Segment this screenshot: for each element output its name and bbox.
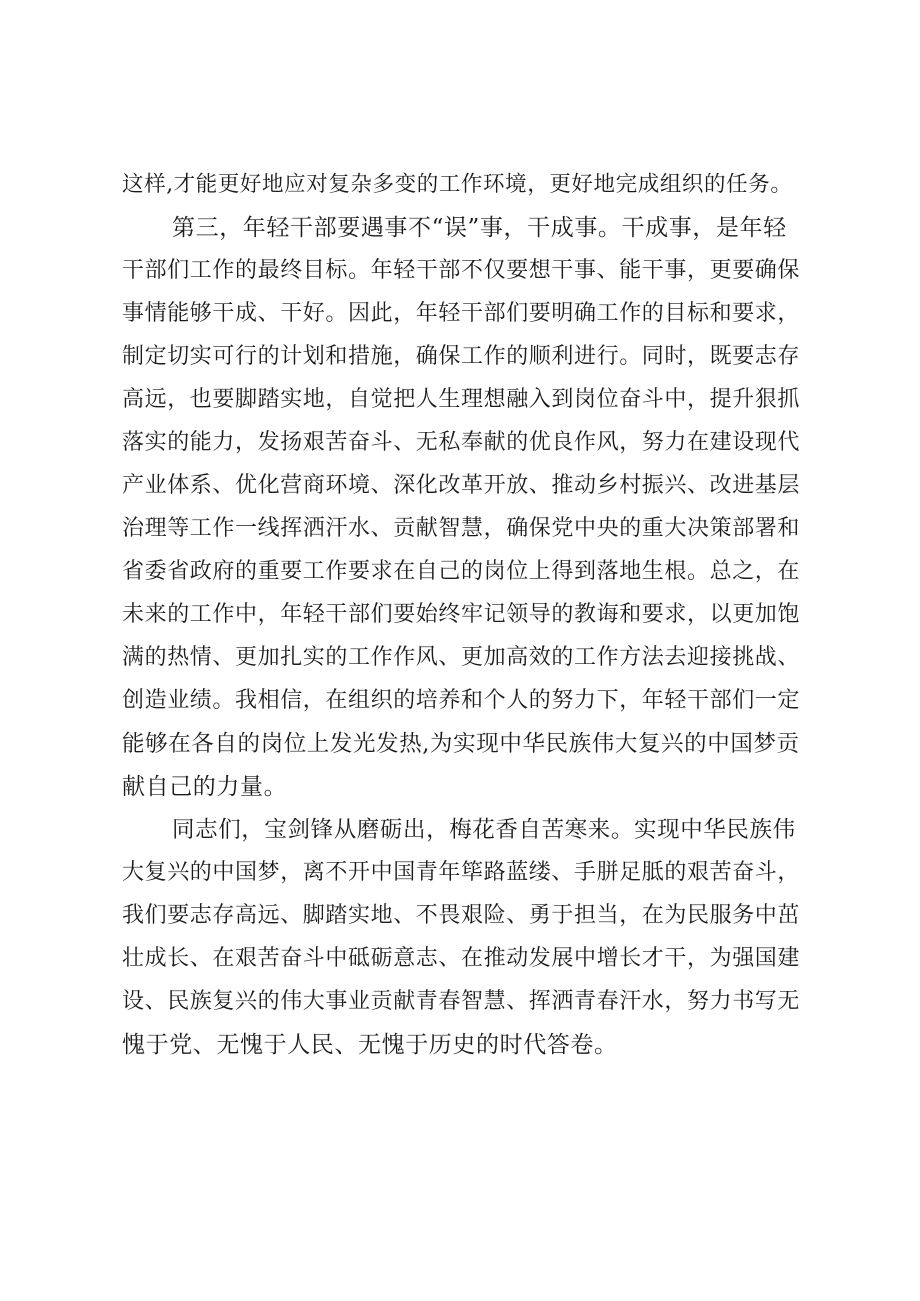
text-line: 满的热情、更加扎实的工作作风、更加高效的工作方法去迎接挑战、 bbox=[122, 645, 801, 670]
text-line: 制定切实可行的计划和措施，确保工作的顺利进行。同时，既要志存 bbox=[122, 344, 801, 369]
text-line: 同志们，宝剑锋从磨砺出，梅花香自苦寒来。实现中华民族伟 bbox=[172, 817, 796, 843]
text-line: 未来的工作中，年轻干部们要始终牢记领导的教诲和要求，以更加饱 bbox=[122, 602, 801, 627]
text-line: 大复兴的中国梦，离不开中国青年筚路蓝缕、手胼足胝的艰苦奋斗， bbox=[122, 860, 801, 885]
text-line: 省委省政府的重要工作要求在自己的岗位上得到落地生根。总之，在 bbox=[122, 559, 801, 584]
text-line: 献自己的力量。 bbox=[122, 774, 288, 800]
text-line: 第三，年轻干部要遇事不“误”事，干成事。干成事，是年轻 bbox=[172, 215, 787, 241]
text-line: 创造业绩。我相信，在组织的培养和个人的努力下，年轻干部们一定 bbox=[122, 688, 801, 713]
text-line: 这样,才能更好地应对复杂多变的工作环境，更好地完成组织的任务。 bbox=[122, 172, 793, 197]
text-line: 高远，也要脚踏实地，自觉把人生理想融入到岗位奋斗中，提升狠抓 bbox=[122, 387, 801, 412]
text-line: 落实的能力，发扬艰苦奋斗、无私奉献的优良作风，努力在建设现代 bbox=[122, 430, 801, 455]
text-line: 壮成长、在艰苦奋斗中砥砺意志、在推动发展中增长才干，为强国建 bbox=[122, 946, 801, 971]
text-line: 干部们工作的最终目标。年轻干部不仅要想干事、能干事，更要确保 bbox=[122, 258, 801, 283]
text-line: 我们要志存高远、脚踏实地、不畏艰险、勇于担当，在为民服务中茁 bbox=[122, 903, 801, 928]
text-line: 事情能够干成、干好。因此，年轻干部们要明确工作的目标和要求， bbox=[122, 301, 801, 326]
text-line: 治理等工作一线挥洒汗水、贡献智慧，确保党中央的重大决策部署和 bbox=[122, 516, 801, 541]
text-line: 产业体系、优化营商环境、深化改革开放、推动乡村振兴、改进基层 bbox=[122, 473, 801, 498]
text-line: 愧于党、无愧于人民、无愧于历史的时代答卷。 bbox=[122, 1032, 618, 1058]
text-line: 能够在各自的岗位上发光发热,为实现中华民族伟大复兴的中国梦贡 bbox=[122, 731, 800, 757]
text-line: 设、民族复兴的伟大事业贡献青春智慧、挥洒青春汗水，努力书写无 bbox=[122, 989, 801, 1014]
